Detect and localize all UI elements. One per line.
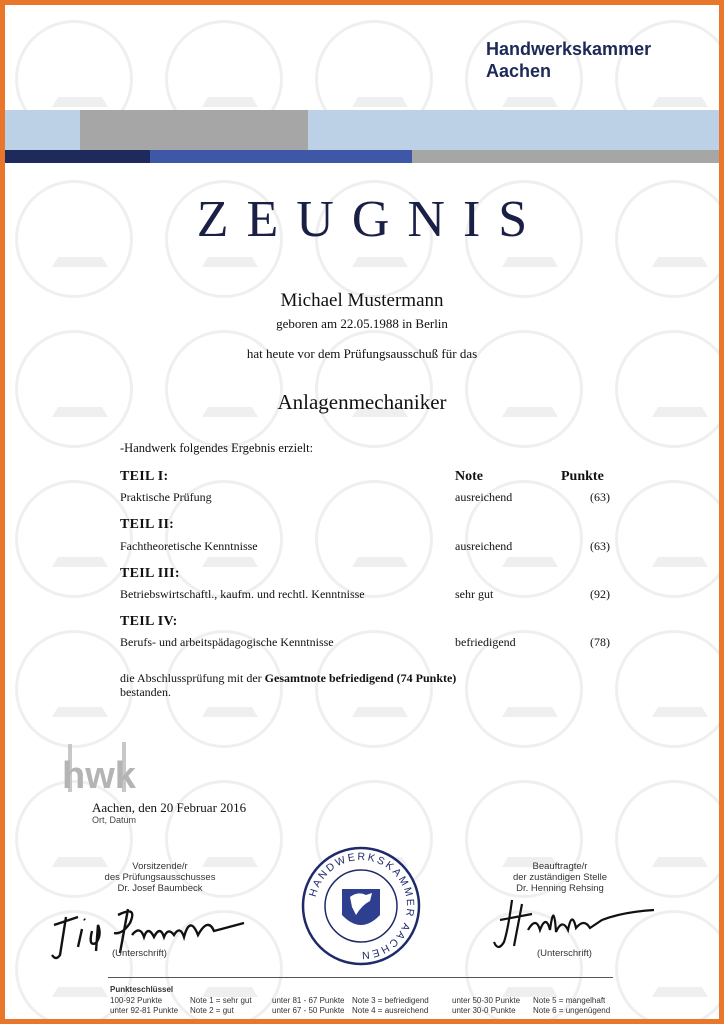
grading-key-c6-2: Note 6 = ungenügend [533,1006,611,1015]
part-3-label: TEIL III: [120,566,180,581]
grading-key-c5-2: unter 30-0 Punkte [452,1006,516,1015]
summary-prefix: die Abschlussprüfung mit der [120,671,262,685]
points-column-header: Punkte [561,469,604,484]
person-name: Michael Mustermann [280,290,444,311]
result-intro: -Handwerk folgendes Ergebnis erzielt: [120,441,314,455]
points: (63) [590,490,610,504]
brand-line-1: Handwerkskammer [486,39,652,59]
summary-suffix: bestanden. [120,685,171,699]
grading-key-c1-1: 100-92 Punkte [110,996,163,1005]
grading-key-c5-1: unter 50-30 Punkte [452,996,521,1005]
chair-name: Dr. Josef Baumbeck [117,883,203,894]
subject: Betriebswirtschaftl., kaufm. und rechtl. Kenntnisse [120,587,365,601]
grading-key-title: Punkteschlüssel [110,985,174,994]
grading-key-c1-2: unter 92-81 Punkte [110,1006,179,1015]
chair-role: Vorsitzende/r [132,861,188,872]
grade: befriedigend [455,635,516,649]
rep-signature-caption: (Unterschrift) [537,948,592,959]
rep-name: Dr. Henning Rehsing [516,883,604,894]
brand-line-2: Aachen [486,61,552,81]
grading-key-c6-1: Note 5 = mangelhaft [533,996,606,1005]
grade: ausreichend [455,490,513,504]
rep-body: der zuständigen Stelle [512,872,607,883]
exam-statement: hat heute vor dem Prüfungsausschuß für das [246,346,478,361]
grading-key-c3-1: unter 81 - 67 Punkte [272,996,345,1005]
certificate-title: ZEUGNIS [196,191,546,248]
rep-role: Beauftragte/r [532,861,588,872]
part-4-label: TEIL IV: [120,614,178,629]
grade: sehr gut [455,587,494,601]
subject: Praktische Prüfung [120,490,212,504]
part-1-label: TEIL I: [120,469,169,484]
grading-key-c4-1: Note 3 = befriedigend [352,996,429,1005]
points: (78) [590,635,610,649]
points: (63) [590,539,610,553]
grading-key-c2-2: Note 2 = gut [190,1006,234,1015]
logo-text: hwk [62,755,136,797]
grading-key-c2-1: Note 1 = sehr gut [190,996,252,1005]
subject: Berufs- und arbeitspädagogische Kenntnisse [120,635,334,649]
grade: ausreichend [455,539,513,553]
birth-info: geboren am 22.05.1988 in Berlin [276,316,448,331]
part-2-label: TEIL II: [120,517,175,532]
trade-name: Anlagenmechaniker [277,390,447,414]
place-date-label: Ort, Datum [92,815,137,825]
note-column-header: Note [455,469,483,484]
chair-signature-caption: (Unterschrift) [112,948,167,959]
subject: Fachtheoretische Kenntnisse [120,539,258,553]
grading-key-c4-2: Note 4 = ausreichend [352,1006,429,1015]
points: (92) [590,587,610,601]
chair-committee: des Prüfungsausschusses [104,872,216,883]
seal-text: HANDWERKSKAMMER AACHEN [306,850,417,962]
place-date: Aachen, den 20 Februar 2016 [92,800,247,815]
grading-key-c3-2: unter 67 - 50 Punkte [272,1006,345,1015]
summary-grade: Gesamtnote befriedigend (74 Punkte) [264,671,457,685]
